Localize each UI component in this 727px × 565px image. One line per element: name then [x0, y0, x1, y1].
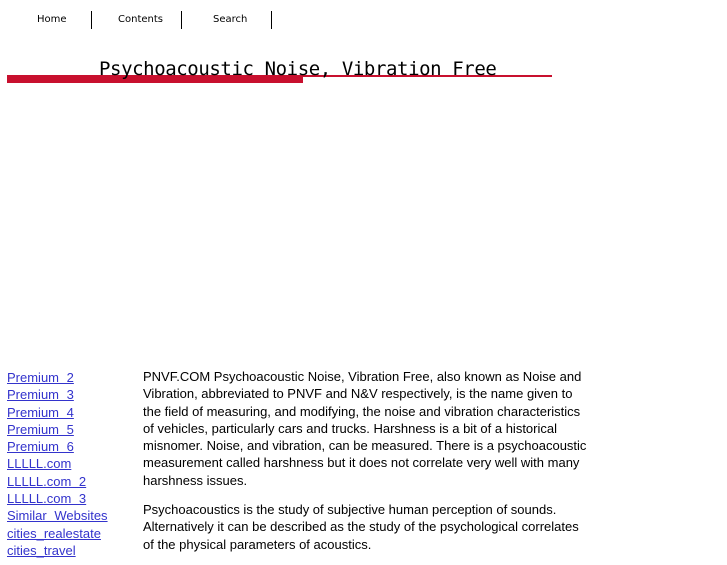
- list-item: [7, 489, 132, 506]
- sidebar-links: [7, 368, 132, 558]
- list-item: [7, 454, 132, 471]
- sidebar-link-cities-realestate[interactable]: cities_realestate: [7, 525, 101, 541]
- sidebar-link-premium-3[interactable]: Premium 3: [7, 387, 74, 403]
- list-item: [7, 420, 132, 437]
- content-paragraph: Psychoacoustics is the study of subjective human perception of sounds. Alternatively it can be described as the study of the psychological correlates of the physical parameters of acoustics.: [143, 502, 579, 552]
- content-paragraph: PNVF.COM Psychoacoustic Noise, Vibration Free, also known as Noise and Vibration, abbreviated to PNVF and N&V respectively, is the name given to the field of measuring, and modifying, the noise and vibration characteristics of vehicles, particularly cars and trucks. Harshness is a bit of a historical misnomer. Noise, and vibration, can be measured. There is a psychoacoustic measurement called harshness but it does not correlate very well with many harshness issues.: [143, 369, 587, 488]
- list-item: [7, 541, 132, 558]
- nav-separator: [181, 11, 182, 29]
- sidebar-link-premium-2[interactable]: Premium 2: [7, 370, 74, 385]
- sidebar-link-similar-websites[interactable]: Similar Websites: [7, 508, 108, 524]
- main-content: [143, 368, 593, 565]
- nav-link-search[interactable]: Search: [213, 14, 248, 25]
- list-item: [7, 385, 132, 402]
- sidebar-link-premium-5[interactable]: Premium 5: [7, 421, 74, 437]
- page-title: Psychoacoustic Noise, Vibration Free: [99, 58, 497, 80]
- sidebar-link-lllll[interactable]: LLLLL.com: [7, 456, 72, 472]
- nav-link-home[interactable]: Home: [37, 14, 67, 25]
- list-item: [7, 472, 132, 489]
- sidebar-link-lllll-2[interactable]: LLLLL.com 2: [7, 473, 87, 489]
- sidebar-link-cities-travel[interactable]: cities_travel: [7, 542, 76, 558]
- sidebar-link-premium-4[interactable]: Premium 4: [7, 404, 74, 420]
- list-item: [7, 524, 132, 541]
- nav-separator: [271, 11, 272, 29]
- top-navigation: [0, 10, 300, 30]
- sidebar-link-lllll-3[interactable]: LLLLL.com 3: [7, 491, 87, 507]
- list-item: [7, 437, 132, 454]
- sidebar-link-premium-6[interactable]: Premium 6: [7, 439, 74, 455]
- list-item: [7, 368, 132, 385]
- list-item: [7, 506, 132, 523]
- nav-link-contents[interactable]: Contents: [118, 14, 163, 25]
- list-item: [7, 403, 132, 420]
- nav-separator: [91, 11, 92, 29]
